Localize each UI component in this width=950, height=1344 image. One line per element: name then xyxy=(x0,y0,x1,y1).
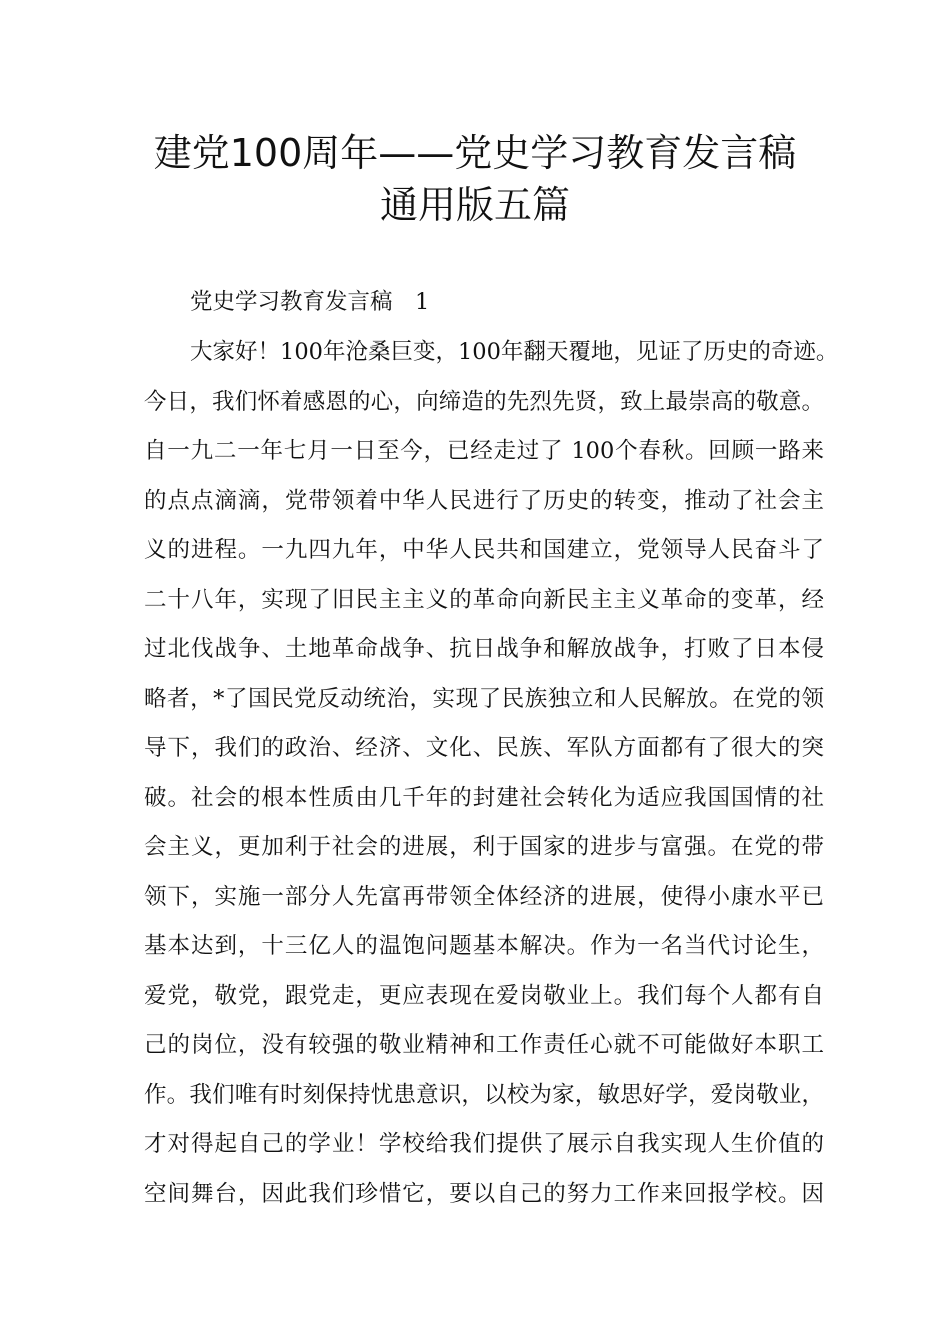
body-line: 己的岗位，没有较强的敬业精神和工作责任心就不可能做好本职工 xyxy=(144,1032,824,1058)
body-line: 大家好！100年沧桑巨变，100年翻天覆地，见证了历史的奇迹。 xyxy=(190,339,839,365)
section-heading: 党史学习教育发言稿 1 xyxy=(190,289,430,315)
body-line: 今日，我们怀着感恩的心，向缔造的先烈先贤，致上最崇高的敬意。 xyxy=(144,389,824,415)
body-line: 二十八年，实现了旧民主主义的革命向新民主主义革命的变革，经 xyxy=(144,587,824,613)
body-line: 空间舞台，因此我们珍惜它，要以自己的努力工作来回报学校。因 xyxy=(144,1181,824,1207)
body-line: 作。我们唯有时刻保持忧患意识，以校为家，敏思好学，爱岗敬业， xyxy=(144,1082,824,1108)
body-line: 义的进程。一九四九年，中华人民共和国建立，党领导人民奋斗了 xyxy=(144,537,824,563)
body-line: 过北伐战争、土地革命战争、抗日战争和解放战争，打败了日本侵 xyxy=(144,636,824,662)
body-line: 会主义，更加利于社会的进展，利于国家的进步与富强。在党的带 xyxy=(144,834,824,860)
body-line: 的点点滴滴，党带领着中华人民进行了历史的转变，推动了社会主 xyxy=(144,488,824,514)
body-line: 爱党，敬党，跟党走，更应表现在爱岗敬业上。我们每个人都有自 xyxy=(144,983,824,1009)
document-title-line-1: 建党100周年——党史学习教育发言稿 xyxy=(153,131,797,175)
document-title-line-2: 通用版五篇 xyxy=(379,183,570,227)
body-line: 破。社会的根本性质由几千年的封建社会转化为适应我国国情的社 xyxy=(144,785,824,811)
body-line: 导下，我们的政治、经济、文化、民族、军队方面都有了很大的突 xyxy=(144,735,824,761)
body-line: 才对得起自己的学业！学校给我们提供了展示自我实现人生价值的 xyxy=(144,1131,824,1157)
body-line: 略者，*了国民党反动统治，实现了民族独立和人民解放。在党的领 xyxy=(144,686,824,712)
body-line: 领下，实施一部分人先富再带领全体经济的进展，使得小康水平已 xyxy=(144,884,824,910)
body-line: 自一九二一年七月一日至今，已经走过了 100个春秋。回顾一路来 xyxy=(144,438,824,464)
body-line: 基本达到，十三亿人的温饱问题基本解决。作为一名当代讨论生， xyxy=(144,933,824,959)
